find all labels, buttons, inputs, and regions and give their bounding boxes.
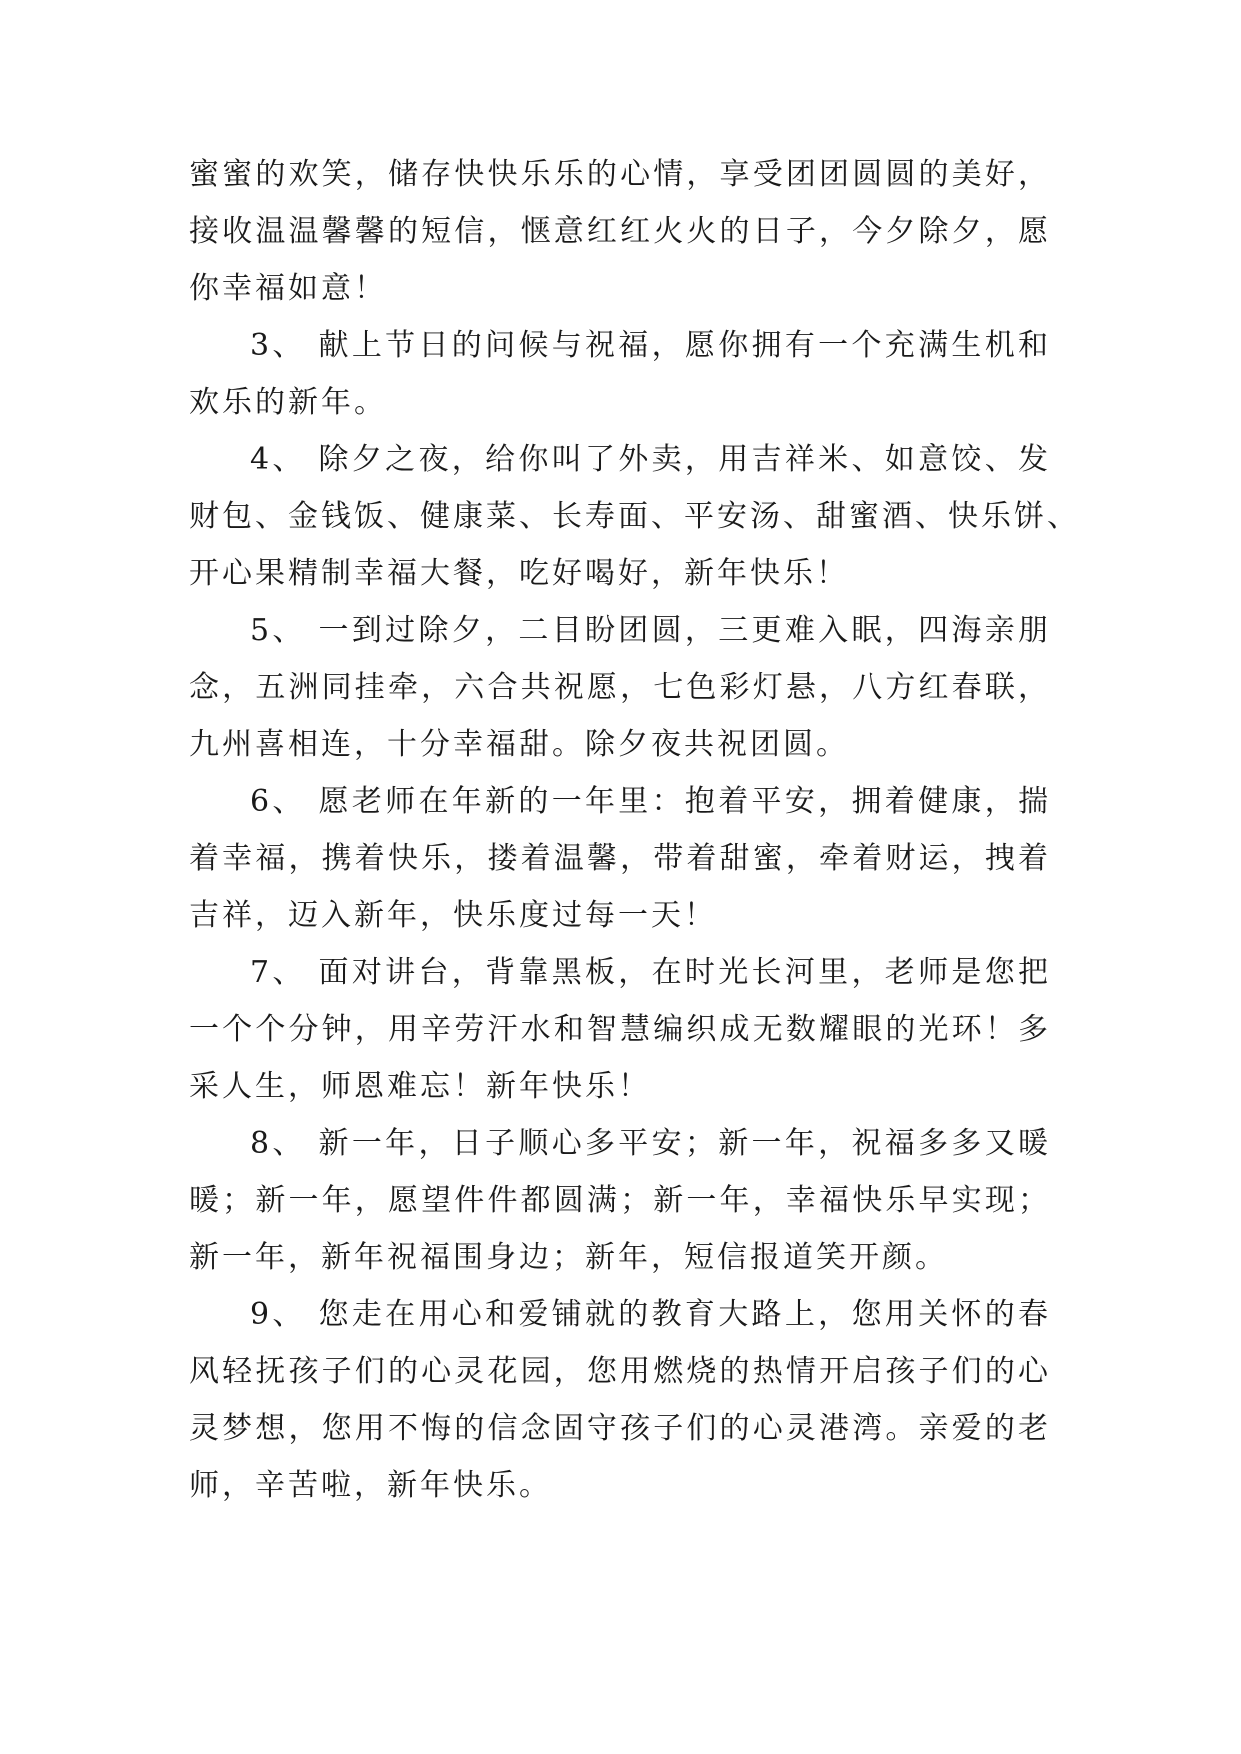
- text-line: 九州喜相连，十分幸福甜。除夕夜共祝团圆。: [189, 727, 849, 762]
- document-body: [189, 156, 1080, 1524]
- text-line: 3、 献上节日的问候与祝福，愿你拥有一个充满生机和: [250, 328, 1051, 363]
- text-line: 4、 除夕之夜，给你叫了外卖，用吉祥米、如意饺、发: [250, 442, 1051, 477]
- text-line: 9、 您走在用心和爱铺就的教育大路上，您用关怀的春: [250, 1297, 1051, 1332]
- text-line: 风轻抚孩子们的心灵花园，您用燃烧的热情开启孩子们的心: [189, 1354, 1051, 1389]
- text-line: 8、 新一年，日子顺心多平安；新一年，祝福多多又暖: [250, 1126, 1051, 1161]
- text-line: 暖；新一年，愿望件件都圆满；新一年，幸福快乐早实现；: [189, 1183, 1051, 1218]
- text-line: 欢乐的新年。: [189, 385, 387, 420]
- text-line: 蜜蜜的欢笑，储存快快乐乐的心情，享受团团圆圆的美好，: [189, 157, 1051, 192]
- text-line: 7、 面对讲台，背靠黑板，在时光长河里，老师是您把: [250, 955, 1051, 990]
- paragraph-8: [189, 1125, 1051, 1277]
- text-line: 一个个分钟，用辛劳汗水和智慧编织成无数耀眼的光环！多: [189, 1012, 1051, 1047]
- text-line: 新一年，新年祝福围身边；新年，短信报道笑开颜。: [189, 1240, 948, 1275]
- text-line: 开心果精制幸福大餐，吃好喝好，新年快乐！: [189, 556, 849, 591]
- text-line: 财包、金钱饭、健康菜、长寿面、平安汤、甜蜜酒、快乐饼、: [189, 499, 1080, 534]
- text-line: 着幸福，携着快乐，搂着温馨，带着甜蜜，牵着财运，拽着: [189, 841, 1051, 876]
- text-line: 接收温温馨馨的短信，惬意红红火火的日子，今夕除夕，愿: [189, 214, 1051, 249]
- paragraph-7: [189, 954, 1051, 1106]
- text-line: 6、 愿老师在年新的一年里：抱着平安，拥着健康，揣: [250, 784, 1051, 819]
- paragraph-continuation: [189, 156, 1051, 308]
- paragraph-9: [189, 1296, 1051, 1505]
- paragraph-5: [189, 612, 1051, 764]
- text-line: 5、 一到过除夕，二目盼团圆，三更难入眠，四海亲朋: [250, 613, 1051, 648]
- text-line: 师，辛苦啦，新年快乐。: [189, 1468, 552, 1503]
- text-line: 吉祥，迈入新年，快乐度过每一天！: [189, 898, 717, 933]
- paragraph-6: [189, 783, 1051, 935]
- text-line: 你幸福如意！: [189, 271, 387, 306]
- paragraph-4: [189, 441, 1080, 593]
- text-line: 灵梦想，您用不悔的信念固守孩子们的心灵港湾。亲爱的老: [189, 1411, 1051, 1446]
- text-line: 采人生，师恩难忘！新年快乐！: [189, 1069, 651, 1104]
- paragraph-3: [189, 327, 1051, 422]
- text-line: 念，五洲同挂牵，六合共祝愿，七色彩灯悬，八方红春联，: [189, 670, 1051, 705]
